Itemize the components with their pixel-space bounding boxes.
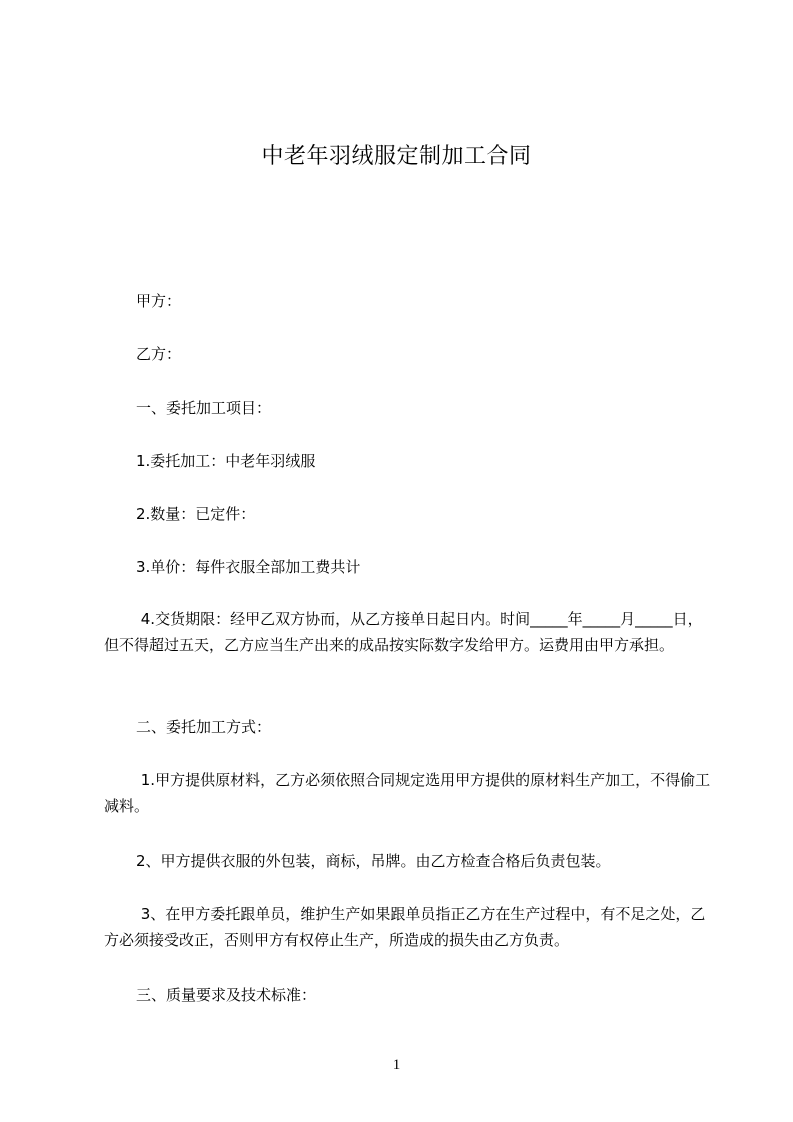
clause-2-2 xyxy=(104,848,716,874)
clause-1-3 xyxy=(104,554,716,580)
party-a-line xyxy=(104,288,716,314)
clause-2-3 xyxy=(104,901,716,953)
section-3-heading-text: 三、质量要求及技术标准： xyxy=(136,986,317,1004)
document-title: 中老年羽绒服定制加工合同 xyxy=(261,144,532,169)
party-a-label: 甲方： xyxy=(136,292,182,310)
section-1-heading-text: 一、委托加工项目： xyxy=(136,399,272,417)
clause-1-1 xyxy=(104,448,716,474)
clause-1-4 xyxy=(104,606,716,658)
clause-1-1-text: 1.委托加工：中老年羽绒服 xyxy=(136,452,316,470)
party-b-label: 乙方： xyxy=(136,345,182,363)
page-number: 1 xyxy=(392,1057,401,1073)
section-3-heading xyxy=(104,982,716,1008)
clause-1-2-text: 2.数量：已定件： xyxy=(136,505,256,523)
clause-2-1 xyxy=(104,767,716,819)
clause-1-2 xyxy=(104,501,716,527)
section-2-heading-text: 二、委托加工方式： xyxy=(136,718,272,736)
clause-2-1-text: 1.甲方提供原材料，乙方必须依照合同规定选用甲方提供的原材料生产加工，不得偷工减料。 xyxy=(104,771,711,815)
clause-2-3-text: 3、在甲方委托跟单员，维护生产如果跟单员指正乙方在生产过程中，有不足之处，乙方必须接受改正，否则甲方有权停止生产，所造成的损失由乙方负责。 xyxy=(104,905,706,949)
section-2-heading xyxy=(104,714,716,740)
clause-1-4-text: 4.交货期限：经甲乙双方协而，从乙方接单日起日内。时间_____年_____月_____日，但不得超过五天，乙方应当生产出来的成品按实际数字发给甲方。运费用由甲方承担。 xyxy=(104,610,703,654)
section-1-heading xyxy=(104,395,716,421)
clause-1-3-text: 3.单价：每件衣服全部加工费共计 xyxy=(136,558,361,576)
clause-2-2-text: 2、甲方提供衣服的外包装，商标，吊牌。由乙方检查合格后负责包装。 xyxy=(136,852,611,870)
party-b-line xyxy=(104,341,716,367)
